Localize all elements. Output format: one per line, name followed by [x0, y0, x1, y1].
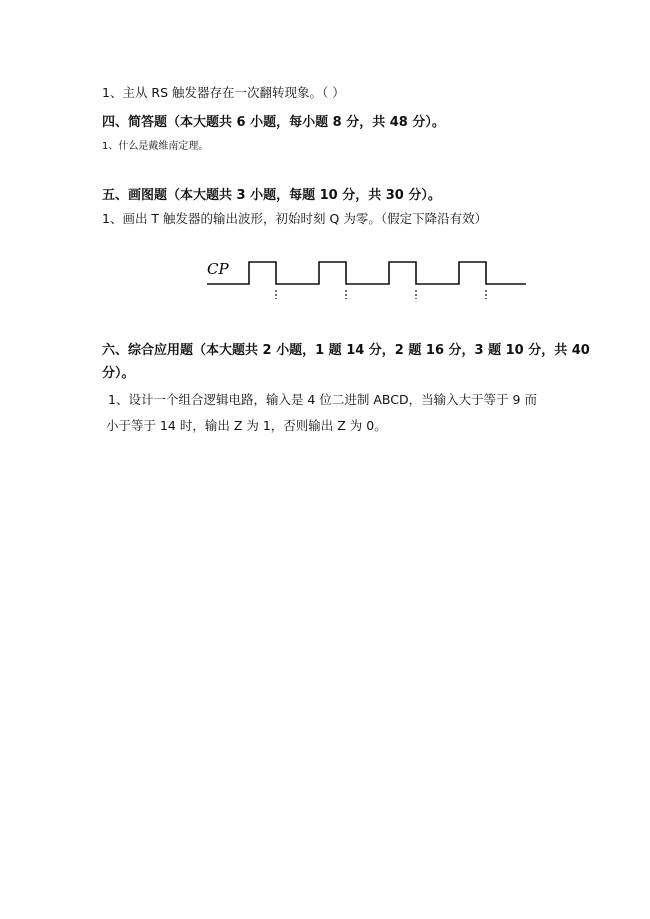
section-6-question-1-line-2: 小于等于 14 时，输出 Z 为 1，否则输出 Z 为 0。 — [106, 418, 387, 433]
section-5-heading: 五、画图题（本大题共 3 小题，每题 10 分，共 30 分）。 — [102, 188, 441, 203]
judge-question-1: 1、主从 RS 触发器存在一次翻转现象。（ ） — [102, 85, 345, 100]
cp-waveform-diagram — [205, 256, 535, 308]
section-4-question-1: 1、什么是戴维南定理。 — [102, 141, 209, 152]
cp-signal-label: CP — [207, 260, 229, 278]
section-6-question-1-line-1: 1、设计一个组合逻辑电路，输入是 4 位二进制 ABCD，当输入大于等于 9 而 — [108, 392, 537, 407]
falling-edge-markers — [276, 290, 486, 299]
section-6-heading-line-2: 分）。 — [102, 366, 135, 381]
section-6-heading-line-1: 六、综合应用题（本大题共 2 小题，1 题 14 分，2 题 16 分，3 题 10 分，共 40 — [102, 343, 590, 358]
section-4-heading: 四、简答题（本大题共 6 小题，每小题 8 分，共 48 分）。 — [102, 115, 445, 130]
section-5-question-1: 1、画出 T 触发器的输出波形，初始时刻 Q 为零。（假定下降沿有效） — [102, 211, 488, 226]
cp-clock-waveform — [207, 262, 526, 284]
